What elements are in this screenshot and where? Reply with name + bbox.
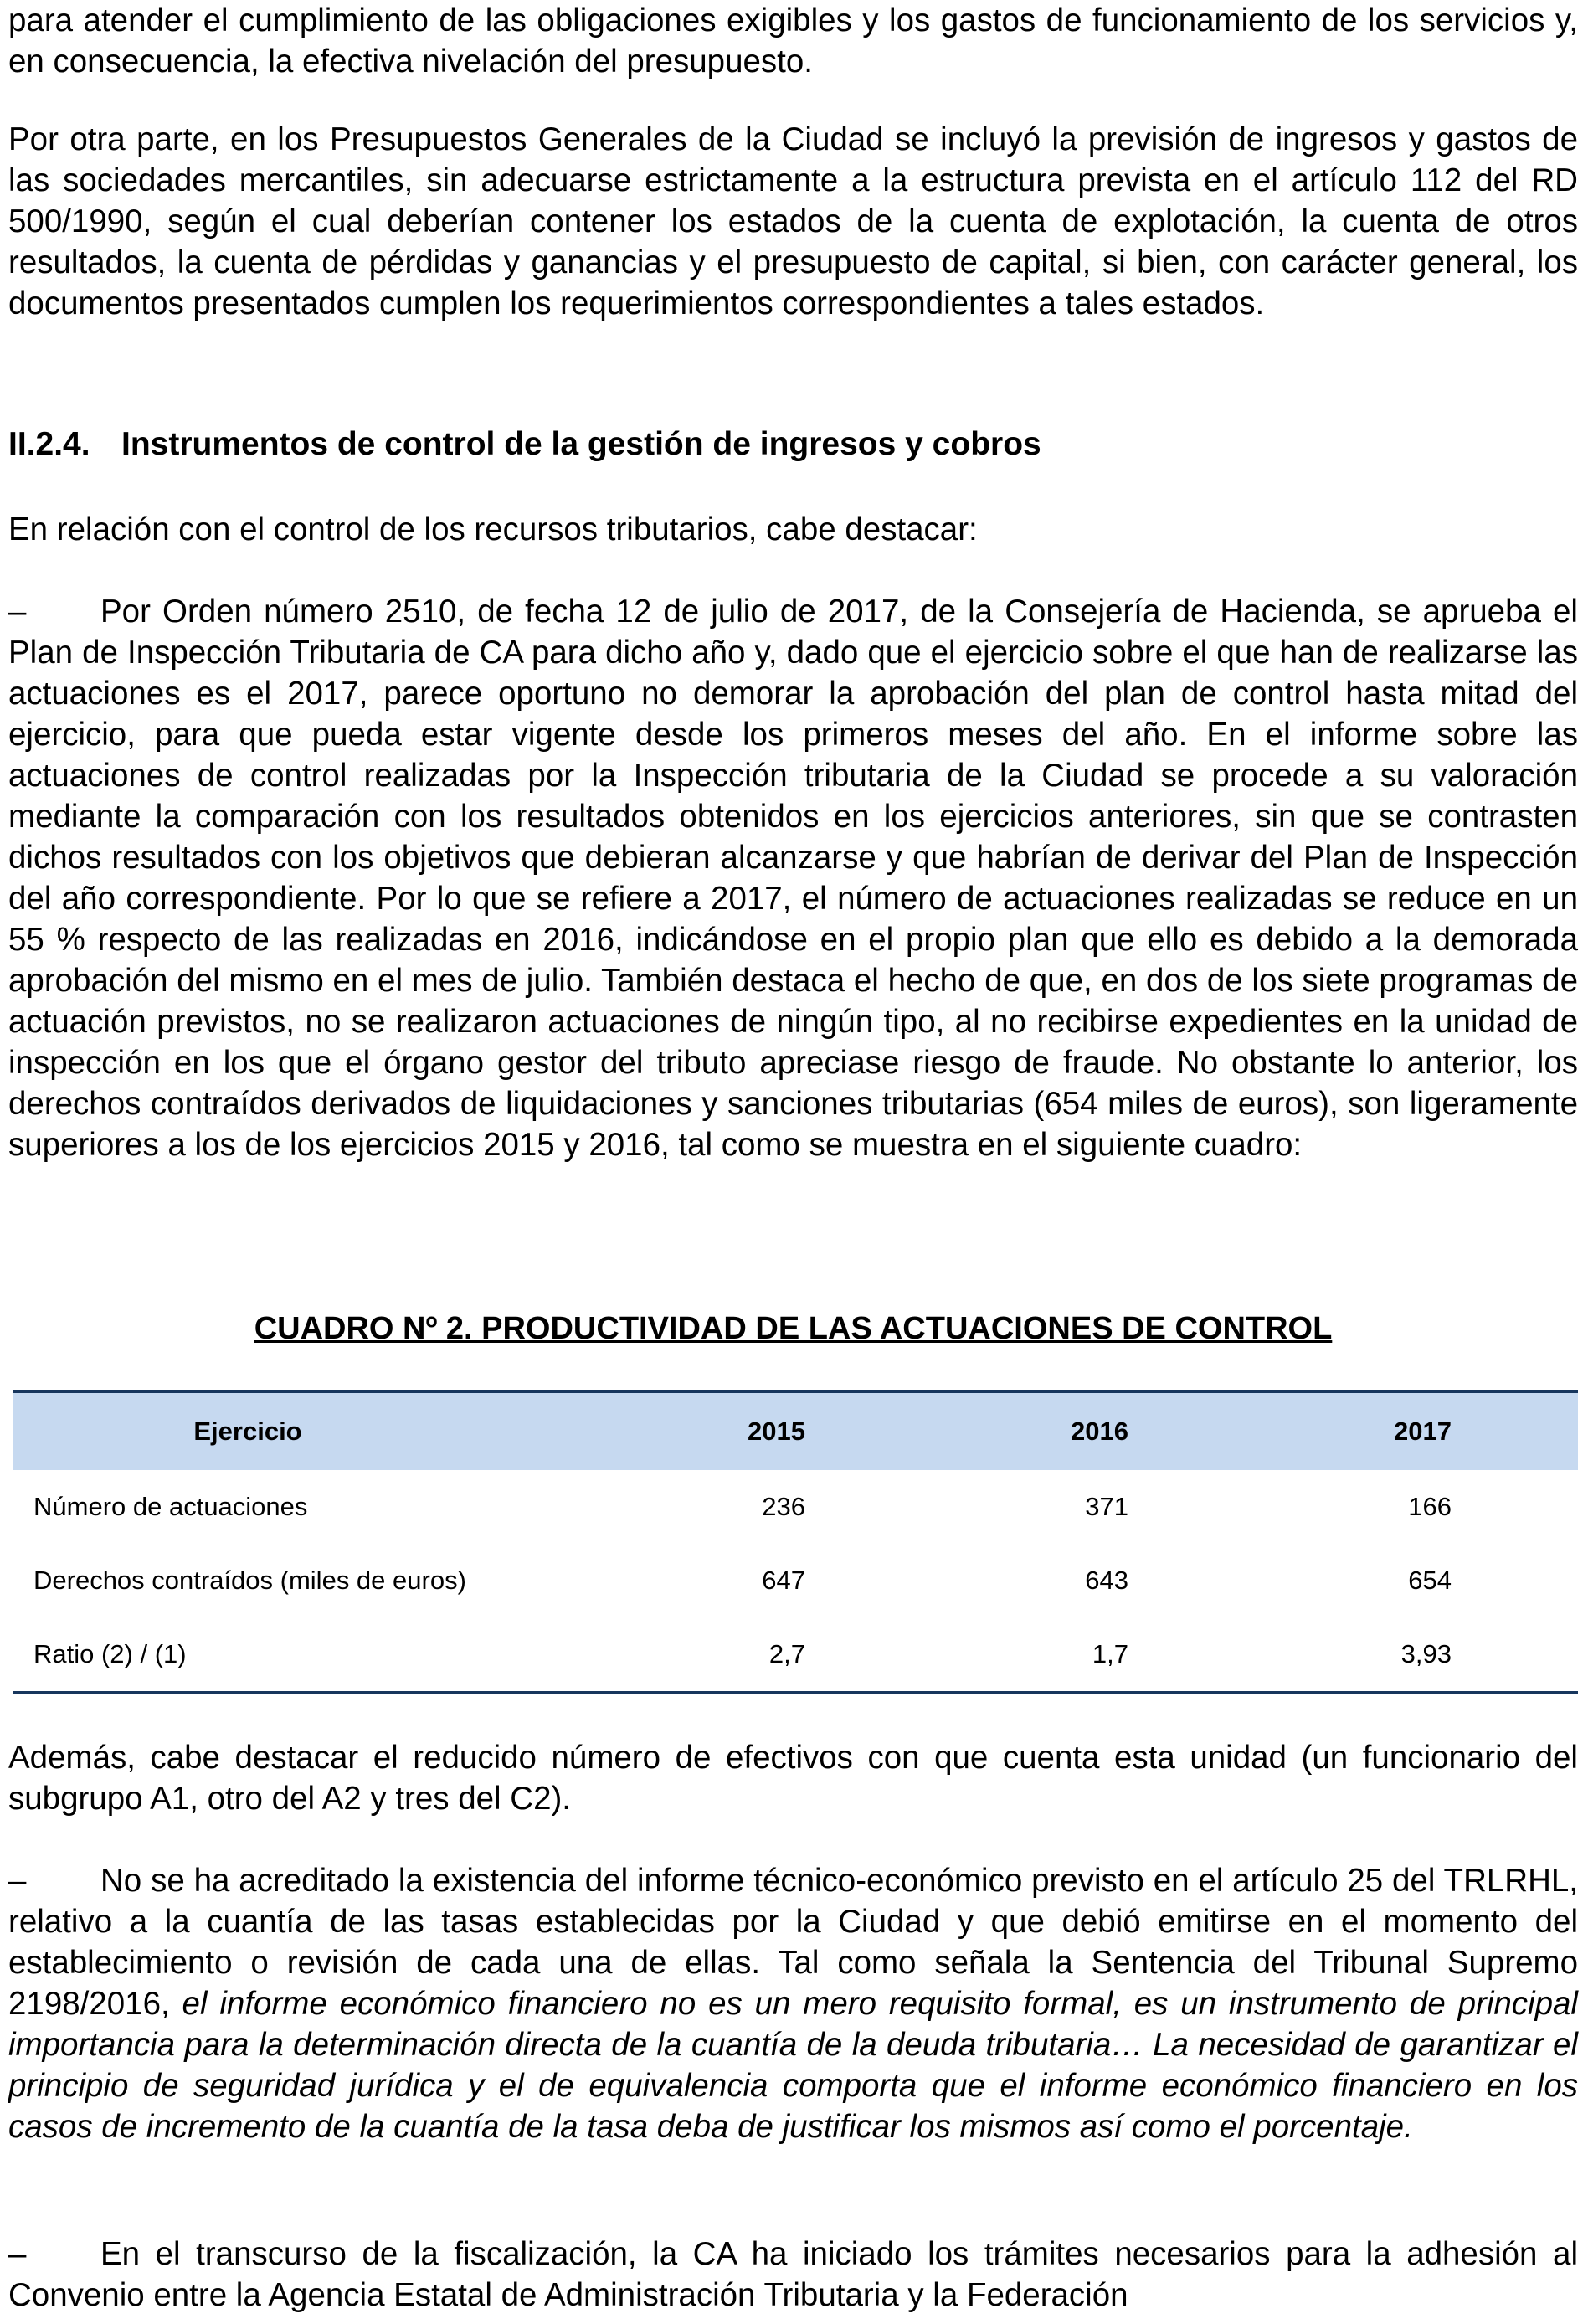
section-number: II.2.4. xyxy=(8,426,90,462)
bullet-dash: – xyxy=(8,2236,27,2272)
bullet-dash: – xyxy=(8,1863,27,1899)
table-cell: 654 xyxy=(1408,1566,1452,1595)
header-cell: 2016 xyxy=(1071,1417,1128,1446)
table-cell: 166 xyxy=(1408,1492,1452,1521)
table-caption-text: CUADRO Nº 2. PRODUCTIVIDAD DE LAS ACTUACIONES DE CONTROL xyxy=(254,1311,1333,1346)
header-cell: 2017 xyxy=(1394,1417,1452,1446)
bullet-convenio xyxy=(8,2234,1578,2316)
table-caption xyxy=(8,1308,1578,1350)
table-cell: 236 xyxy=(762,1492,805,1521)
bullet-text: No se ha acreditado la existencia del informe técnico-económico previsto en el artículo 25 del TRLRHL, relativo a la cuantía de las tasas establecidas por la Ciudad y que debió emitirse en el momento del establecimiento o revisión de cada una de ellas. Tal como señala la Sentencia del Tribunal Supremo 2198/2016, xyxy=(8,1863,1578,2022)
section-intro: En relación con el control de los recursos tributarios, cabe destacar: xyxy=(8,512,978,548)
row-label: Ratio (2) / (1) xyxy=(33,1639,187,1668)
table-cell: 3,93 xyxy=(1400,1639,1452,1668)
table-header-row xyxy=(13,1390,1578,1470)
table-row xyxy=(13,1470,1578,1544)
table-cell: 2,7 xyxy=(768,1639,805,1668)
paragraph-continuation: para atender el cumplimiento de las obligaciones exigibles y los gastos de funcionamiento de los servicios y, en consecuencia, la efectiva nivelación del presupuesto. xyxy=(8,3,1578,80)
bullet-dash: – xyxy=(8,594,27,630)
table-row xyxy=(13,1544,1578,1617)
header-cell: Ejercicio xyxy=(193,1417,302,1446)
bullet-informe-tecnico xyxy=(8,1860,1578,2147)
table-cell: 1,7 xyxy=(1092,1639,1128,1668)
paragraph-efectivos: Además, cabe destacar el reducido número de efectivos con que cuenta esta unidad (un funcionario del subgrupo A1, otro del A2 y tres del C2). xyxy=(8,1740,1578,1817)
paragraph-sociedades-mercantiles: Por otra parte, en los Presupuestos Generales de la Ciudad se incluyó la previsión de ingresos y gastos de las sociedades mercantiles, sin adecuarse estrictamente a la estructura prevista en el artículo 112 del RD 500/1990, según el cual deberían contener los estados de la cuenta de explotación, la cuenta de otros resultados, la cuenta de pérdidas y ganancias y el presupuesto de capital, si bien, con carácter general, los documentos presentados cumplen los requerimientos correspondientes a tales estados. xyxy=(8,121,1578,321)
table-row xyxy=(13,1617,1578,1694)
bullet-quote-italic: el informe económico financiero no es un mero requisito formal, es un instrumento de principal importancia para la determinación directa de la cuantía de la deuda tributaria… La necesidad de garantizar el principio de seguridad jurídica y el de equivalencia comporta que el informe económico financiero en los casos de incremento de la cuantía de la tasa deba de justificar los mismos así como el porcentaje. xyxy=(8,1986,1578,2145)
bullet-plan-inspeccion xyxy=(8,591,1578,1165)
header-cell: 2015 xyxy=(748,1417,805,1446)
row-label: Derechos contraídos (miles de euros) xyxy=(33,1566,466,1595)
bullet-text: En el transcurso de la fiscalización, la CA ha iniciado los trámites necesarios para la adhesión al Convenio entre la Agencia Estatal de Administración Tributaria y la Federación xyxy=(8,2236,1578,2313)
section-title: Instrumentos de control de la gestión de ingresos y cobros xyxy=(121,426,1041,462)
section-heading xyxy=(8,424,1578,465)
productivity-table xyxy=(13,1390,1578,1694)
row-label: Número de actuaciones xyxy=(33,1492,308,1521)
bullet-text: Por Orden número 2510, de fecha 12 de julio de 2017, de la Consejería de Hacienda, se aprueba el Plan de Inspección Tributaria de CA para dicho año y, dado que el ejercicio sobre el que han de realizarse las actuaciones es el 2017, parece oportuno no demorar la aprobación del plan de control hasta mitad del ejercicio, para que pueda estar vigente desde los primeros meses del año. En el informe sobre las actuaciones de control realizadas por la Inspección tributaria de la Ciudad se procede a su valoración mediante la comparación con los resultados obtenidos en los ejercicios anteriores, sin que se contrasten dichos resultados con los objetivos que debieran alcanzarse y que habrían de derivar del Plan de Inspección del año correspondiente. Por lo que se refiere a 2017, el número de actuaciones realizadas se reduce en un 55 % respecto de las realizadas en 2016, indicándose en el propio plan que ello es debido a la demorada aprobación del mismo en el mes de julio. También destaca el hecho de que, en dos de los siete programas de actuación previstos, no se realizaron actuaciones de ningún tipo, al no recibirse expedientes en la unidad de inspección en los que el órgano gestor del tributo apreciase riesgo de fraude. No obstante lo anterior, los derechos contraídos derivados de liquidaciones y sanciones tributarias (654 miles de euros), son ligeramente superiores a los de los ejercicios 2015 y 2016, tal como se muestra en el siguiente cuadro: xyxy=(8,594,1578,1163)
table-cell: 371 xyxy=(1085,1492,1128,1521)
table-cell: 647 xyxy=(762,1566,805,1595)
table-cell: 643 xyxy=(1085,1566,1128,1595)
